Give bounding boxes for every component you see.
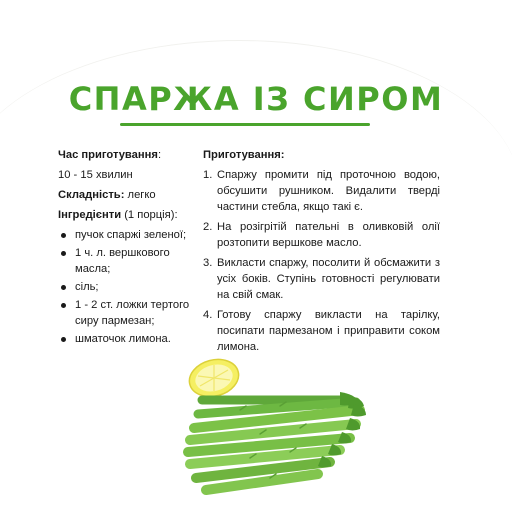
step-text: На розігрітій пательні в оливковій олії розтопити вершкове масло. <box>217 221 440 249</box>
step-number: 4. <box>203 309 213 321</box>
step-text: Викласти спаржу, посолити й обсмажити з усіх боків. Ступінь готовності регулювати на свій смак. <box>217 257 440 301</box>
step-number: 3. <box>203 257 213 269</box>
method-column <box>203 147 440 359</box>
recipe-info-column <box>58 147 198 349</box>
step-text: Спаржу промити під проточною водою, обсушити рушником. Видалити тверді частини стебла, якщо такі є. <box>217 169 440 213</box>
time-label: Час приготування <box>58 149 158 161</box>
list-item: шматочок лимона. <box>58 331 198 347</box>
difficulty-value: легко <box>127 189 156 201</box>
time-value: 10 - 15 хвилин <box>58 169 133 181</box>
asparagus-icon <box>188 392 366 490</box>
list-item <box>203 219 440 251</box>
ingredients-portion: (1 порція): <box>124 209 178 221</box>
list-item <box>203 255 440 303</box>
step-number: 1. <box>203 169 213 181</box>
method-colon: : <box>280 149 285 161</box>
steps-list <box>203 167 440 355</box>
lemon-slice-icon <box>185 354 243 402</box>
difficulty-label: Складність <box>58 189 121 201</box>
list-item: 1 ч. л. вершкового масла; <box>58 245 198 277</box>
asparagus-lemon-illustration <box>180 340 370 506</box>
time-colon: : <box>157 149 162 161</box>
list-item <box>203 167 440 215</box>
step-text: Готову спаржу викласти на тарілку, посипати пармезаном і приправити соком лимона. <box>217 309 440 353</box>
list-item: 1 - 2 ст. ложки тертого сиру пармезан; <box>58 297 198 329</box>
ingredients-list <box>58 227 198 347</box>
step-number: 2. <box>203 221 213 233</box>
ingredients-row <box>58 207 198 223</box>
difficulty-colon: : <box>120 189 125 201</box>
difficulty-row <box>58 187 198 203</box>
title-underline <box>120 123 370 126</box>
list-item: сіль; <box>58 279 198 295</box>
time-row <box>58 147 198 163</box>
method-label: Приготування <box>203 149 281 161</box>
method-heading <box>203 147 440 163</box>
list-item: пучок спаржі зеленої; <box>58 227 198 243</box>
recipe-title: СПАРЖА ІЗ СИРОМ <box>68 80 444 118</box>
ingredients-label: Інгредієнти <box>58 209 122 221</box>
